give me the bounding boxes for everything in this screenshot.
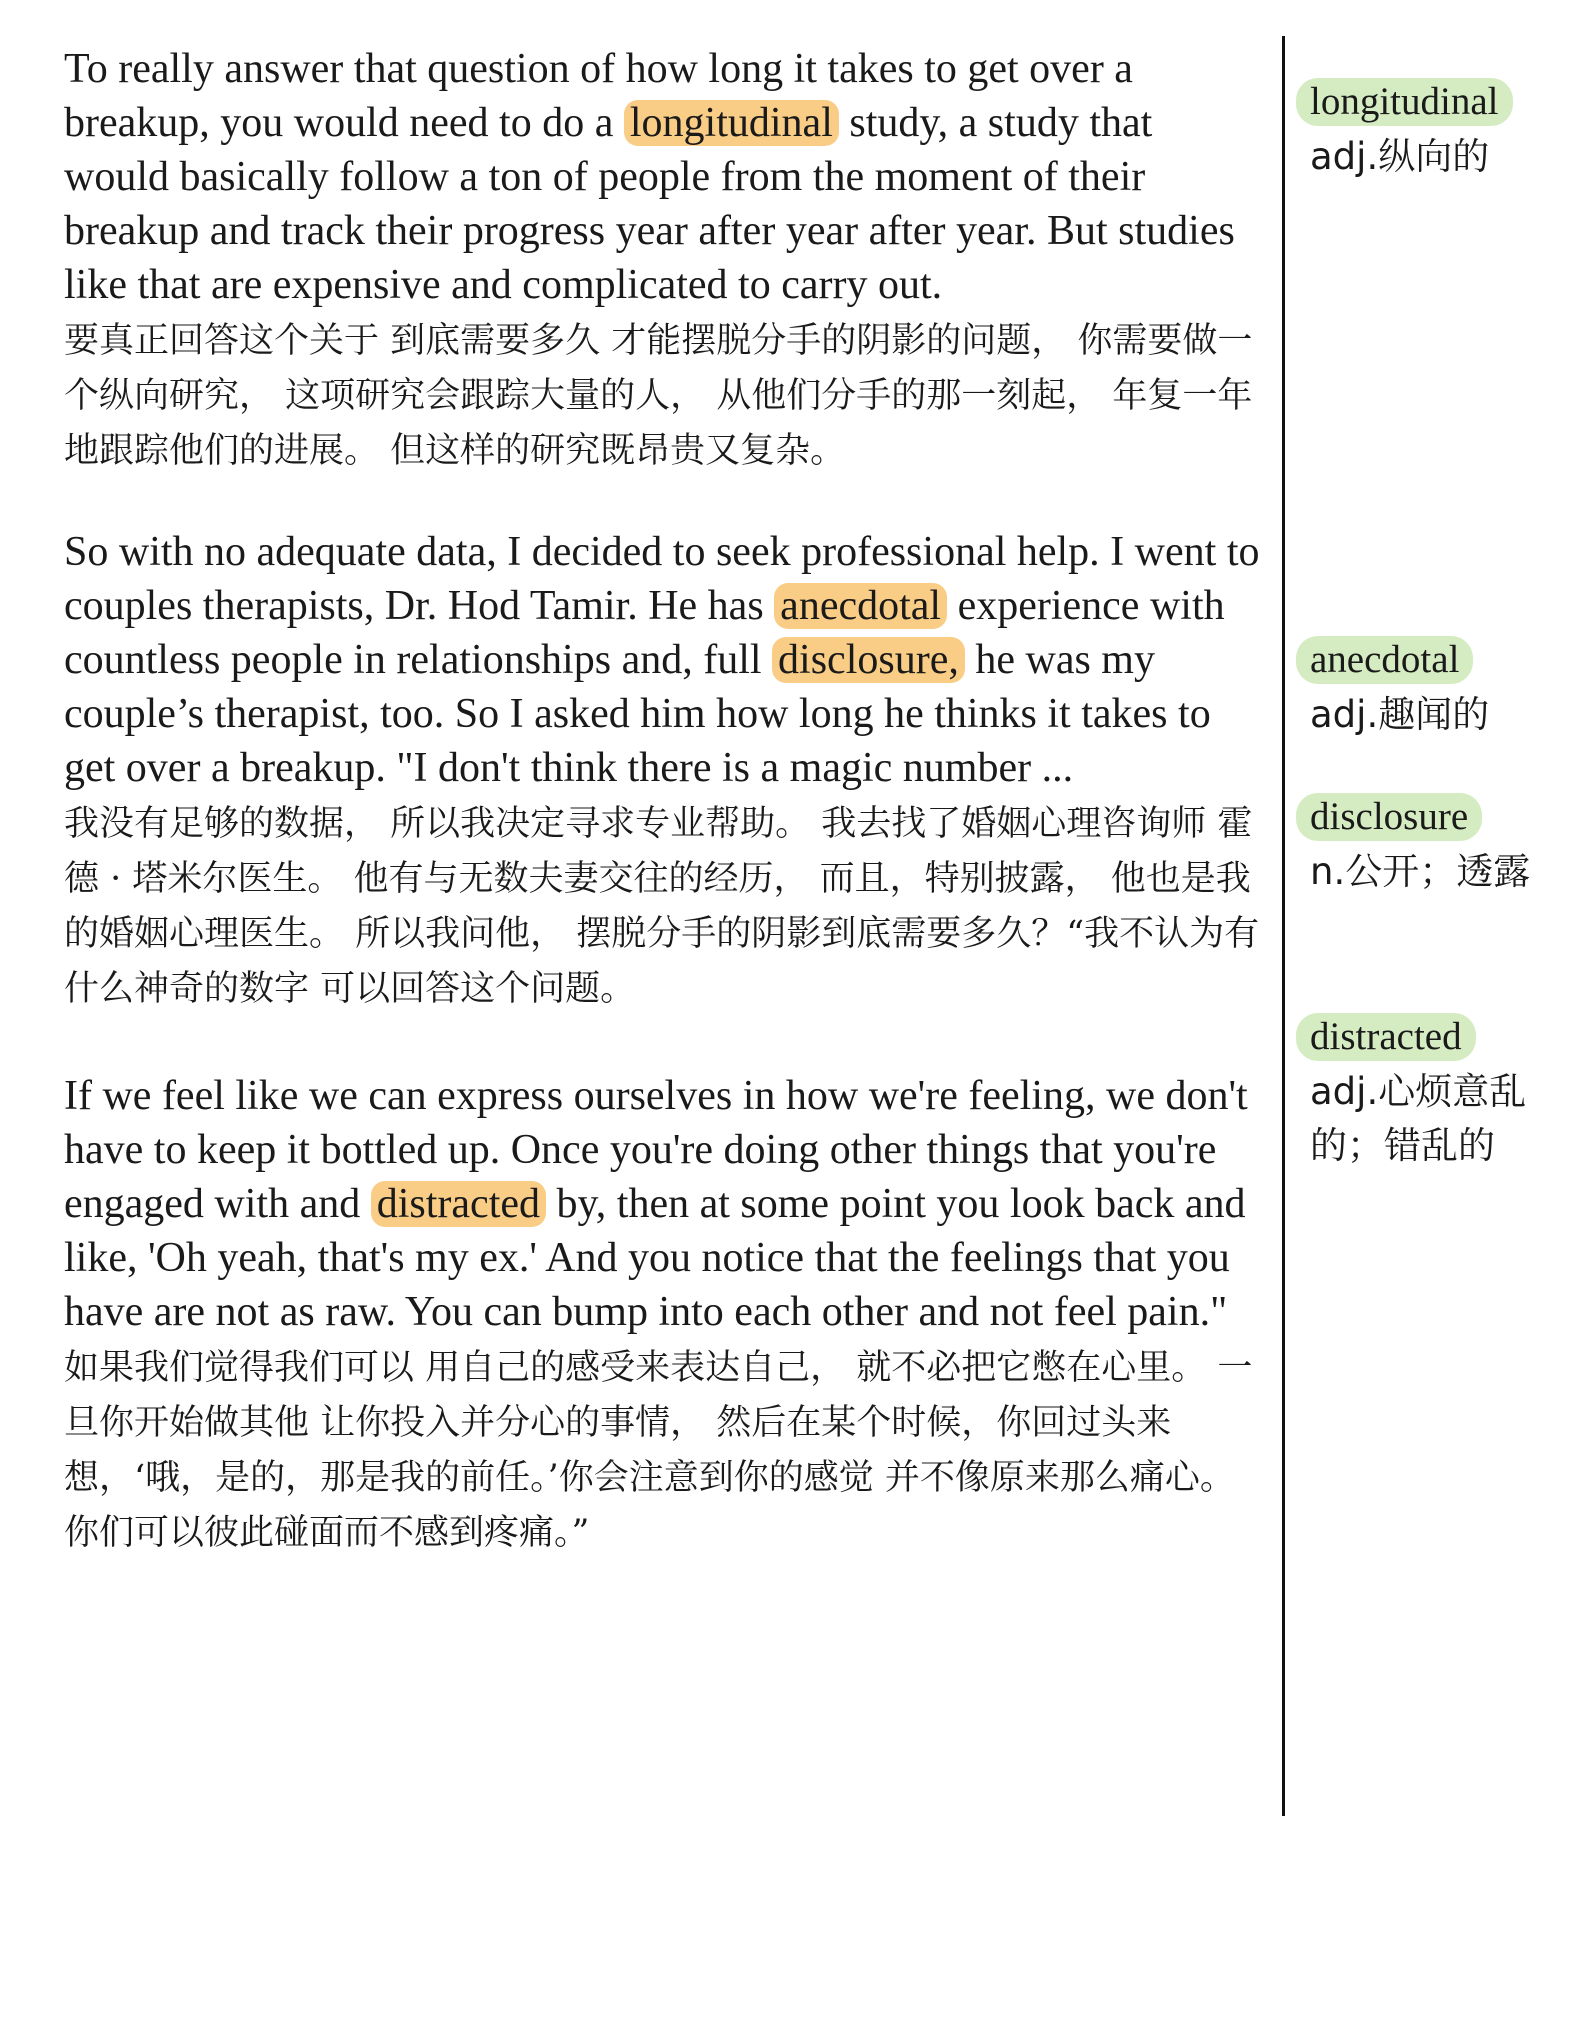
glossary-term: anecdotal xyxy=(1296,636,1473,684)
chinese-translation: 如果我们觉得我们可以 用自己的感受来表达自己， 就不必把它憋在心里。 一旦你开始做其他 让你投入并分心的事情， 然后在某个时候，你回过头来想，‘哦，是的，那是我的前任。’你会注意到你的感觉 并不像原来那么痛心。 你们可以彼此碰面而不感到疼痛。” xyxy=(64,1348,1253,1553)
english-text xyxy=(64,1069,1264,1339)
paragraph-3 xyxy=(64,1069,1264,1561)
paragraph-2 xyxy=(64,525,1264,1017)
glossary-definition: n.公开；透露 xyxy=(1310,850,1531,893)
text-run: If we feel like we can express ourselves in how we're feeling, we don't have to keep it bottled up. Once you're doing other things that you're engaged with and xyxy=(64,1073,1248,1227)
main-text-column xyxy=(64,42,1264,1561)
text-run: To really answer that question of how long it takes to get over a breakup, you would need to do a xyxy=(64,46,1133,146)
text-run: So with no adequate data, I decided to seek professional help. I went to couples therapists, Dr. Hod Tamir. He has xyxy=(64,529,1260,629)
chinese-translation: 要真正回答这个关于 到底需要多久 才能摆脱分手的阴影的问题， 你需要做一个纵向研究， 这项研究会跟踪大量的人， 从他们分手的那一刻起， 年复一年地跟踪他们的进展。 但这样的研究既昂贵又复杂。 xyxy=(64,321,1253,471)
glossary-definition: adj.趣闻的 xyxy=(1310,693,1490,736)
highlighted-word: anecdotal xyxy=(774,583,947,629)
chinese-translation: 我没有足够的数据， 所以我决定寻求专业帮助。 我去找了婚姻心理咨询师 霍德 · 塔米尔医生。 他有与无数夫妻交往的经历， 而且，特别披露， 他也是我的婚姻心理医生。 所以我问他， 摆脱分手的阴影到底需要多久？“我不认为有什么神奇的数字 可以回答这个问题。 xyxy=(64,804,1260,1009)
glossary-term: longitudinal xyxy=(1296,78,1513,126)
glossary-entry-disclosure xyxy=(1296,793,1566,899)
glossary-entry-longitudinal xyxy=(1296,78,1566,184)
text-run: experience with countless people in relationships and, full xyxy=(64,583,1225,683)
highlighted-word: disclosure, xyxy=(772,637,965,683)
english-text xyxy=(64,42,1264,312)
glossary-term: disclosure xyxy=(1296,793,1482,841)
highlighted-word: longitudinal xyxy=(624,100,839,146)
glossary-entry-distracted xyxy=(1296,1013,1566,1173)
text-run: he was my couple’s therapist, too. So I asked him how long he thinks it takes to get over a breakup. "I don't think there is a magic number ... xyxy=(64,637,1211,791)
text-run: by, then at some point you look back and like, 'Oh yeah, that's my ex.' And you notice that the feelings that you have are not as raw. You can bump into each other and not feel pain." xyxy=(64,1181,1246,1335)
paragraph-1 xyxy=(64,42,1264,479)
margin-divider xyxy=(1282,36,1285,1816)
highlighted-word: distracted xyxy=(371,1181,546,1227)
text-run: study, a study that would basically follow a ton of people from the moment of their breakup and track their progress year after year after year. But studies like that are expensive and complicated to carry out. xyxy=(64,100,1235,308)
glossary-definition: adj.纵向的 xyxy=(1310,135,1490,178)
glossary-term: distracted xyxy=(1296,1013,1476,1061)
english-text xyxy=(64,525,1264,795)
glossary-definition: adj.心烦意乱的；错乱的 xyxy=(1310,1070,1527,1167)
glossary-entry-anecdotal xyxy=(1296,636,1566,742)
